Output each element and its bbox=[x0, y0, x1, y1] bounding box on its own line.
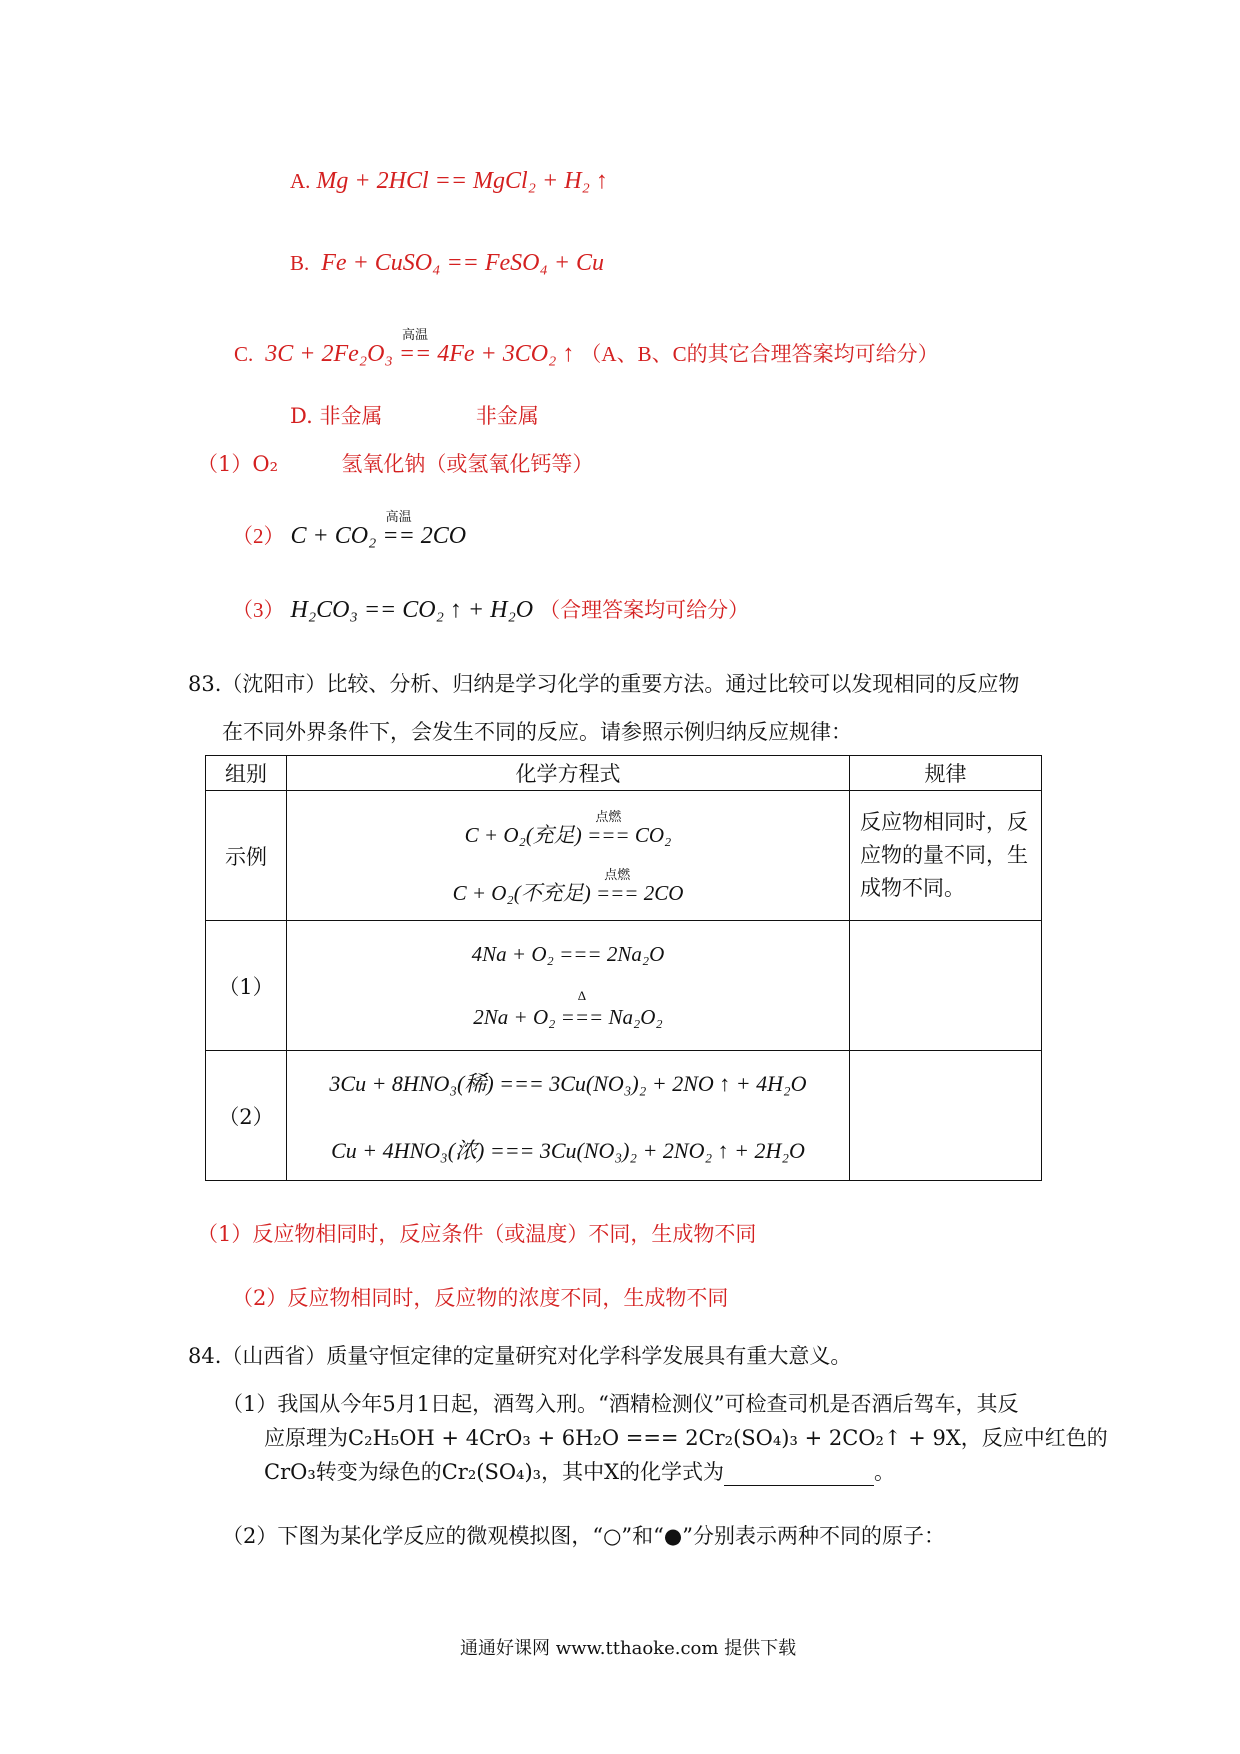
answer-a: A. Mg + 2HCl == MgCl₂ + H₂ ↑ bbox=[290, 168, 608, 194]
answer-part-3: （3） H₂CO₃ == CO₂ ↑ + H₂O （合理答案均可给分） bbox=[232, 597, 750, 623]
table-header-row bbox=[206, 756, 1042, 791]
rule-cell: 反应物相同时，反 应物的量不同，生 成物不同。 bbox=[850, 791, 1042, 921]
answer-blank[interactable] bbox=[724, 1463, 874, 1486]
table-row bbox=[206, 1051, 1042, 1181]
equation-cell: 4Na + O₂ === 2Na₂O 2Na + O₂ Δ === Na₂O₂ bbox=[287, 921, 850, 1051]
header-equation: 化学方程式 bbox=[287, 756, 850, 791]
q83-answer-2: （2）反应物相同时，反应物的浓度不同，生成物不同 bbox=[232, 1286, 729, 1310]
reaction-condition: 高温 == bbox=[398, 327, 432, 367]
header-group: 组别 bbox=[206, 756, 287, 791]
equation-cell: C + O₂(充足) 点燃 === CO₂ C + O₂(不充足) 点燃 === 2CO bbox=[287, 791, 850, 921]
q83-line-2: 在不同外界条件下，会发生不同的反应。请参照示例归纳反应规律： bbox=[222, 720, 852, 744]
equation-cell: 3Cu + 8HNO₃(稀) === 3Cu(NO₃)₂ + 2NO ↑ + 4H₂O Cu + 4HNO₃(浓) === 3Cu(NO₃)₂ + 2NO₂ ↑ + 2H₂O bbox=[287, 1051, 850, 1181]
q84-part-1-line-3: CrO₃转变为绿色的Cr₂(SO₄)₃，其中X的化学式为 。 bbox=[264, 1460, 896, 1484]
page-footer: 通通好课网 www.tthaoke.com 提供下载 bbox=[460, 1638, 797, 1659]
group-cell: 示例 bbox=[206, 791, 287, 921]
header-rule: 规律 bbox=[850, 756, 1042, 791]
q84-part-2: （2）下图为某化学反应的微观模拟图，“○”和“●”分别表示两种不同的原子： bbox=[222, 1524, 945, 1548]
q83-line-1: 83.（沈阳市）比较、分析、归纳是学习化学的重要方法。通过比较可以发现相同的反应物 bbox=[188, 672, 1020, 696]
reaction-condition: 高温 == bbox=[382, 509, 415, 549]
q83-answer-1: （1）反应物相同时，反应条件（或温度）不同，生成物不同 bbox=[197, 1222, 757, 1246]
rule-cell bbox=[850, 1051, 1042, 1181]
rule-cell bbox=[850, 921, 1042, 1051]
answer-d: D. 非金属 非金属 bbox=[290, 404, 539, 428]
answer-b: B. Fe + CuSO₄ == FeSO₄ + Cu bbox=[290, 250, 605, 276]
q84-line-1: 84.（山西省）质量守恒定律的定量研究对化学科学发展具有重大意义。 bbox=[188, 1344, 852, 1368]
answer-part-2: （2） C + CO₂ 高温 == 2CO bbox=[232, 509, 467, 549]
answer-part-1: （1）O₂ 氢氧化钠（或氢氧化钙等） bbox=[197, 452, 594, 476]
group-cell: （1） bbox=[206, 921, 287, 1051]
answer-c: C. 3C + 2Fe₂O₃ 高温 == 4Fe + 3CO₂ ↑ （A、B、C的其它合理答案均可给分） bbox=[234, 327, 939, 367]
q84-part-1-line-1: （1）我国从今年5月1日起，酒驾入刑。“酒精检测仪”可检查司机是否酒后驾车，其反 bbox=[222, 1392, 1019, 1416]
q84-part-1-line-2: 应原理为C₂H₅OH + 4CrO₃ + 6H₂O === 2Cr₂(SO₄)₃ + 2CO₂↑ + 9X，反应中红色的 bbox=[264, 1426, 1108, 1450]
table-row bbox=[206, 791, 1042, 921]
group-cell: （2） bbox=[206, 1051, 287, 1181]
table-row bbox=[206, 921, 1042, 1051]
q83-table bbox=[205, 755, 1042, 1181]
